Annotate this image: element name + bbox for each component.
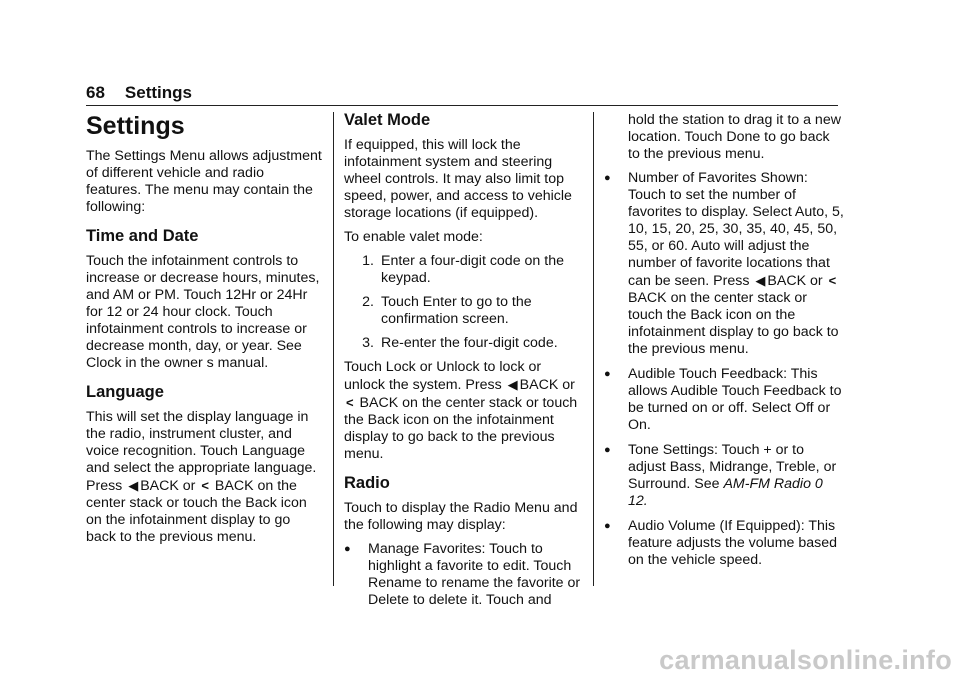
cross-reference-link[interactable]: AM-FM Radio [723,476,811,492]
back-chevron-icon: < [828,273,837,288]
radio-intro: Touch to display the Radio Menu and the following may display: [344,500,578,533]
bullet-icon: ● [604,368,611,380]
back-triangle-icon: ◀ [128,478,139,493]
bullet-icon: ● [344,543,351,555]
section-title: Settings [124,83,192,102]
valet-heading: Valet Mode [344,111,431,129]
watermark: carmanualsonline.info [659,645,952,675]
bullet-icon: ● [604,172,611,184]
column-divider [333,112,334,586]
language-heading: Language [86,383,164,401]
page-reference: 0 12. [628,476,823,509]
list-item: ● Manage Favorites: Touch to highlight a favorite to edit. Touch Rename to rename the favorite or Delete to delete it. Touch and [344,541,581,608]
intro-paragraph: The Settings Menu allows adjustment of different vehicle and radio features. The menu may contain the following: [86,148,322,215]
column-3 [604,112,844,577]
time-date-body: Touch the infotainment controls to increase or decrease hours, minutes, and AM or PM. Touch 12Hr or 24Hr for 12 or 24 hour clock. Touch infotainment controls to increase or decrease month, day, or year. See Clock in the owner s manual. [86,253,320,371]
bullet-icon: ● [604,444,611,456]
list-item: 1. Enter a four-digit code on the keypad. [362,253,564,286]
column-1 [86,112,322,553]
back-triangle-icon: ◀ [755,273,766,288]
valet-lock-body: Touch Lock or Unlock to lock or unlock the system. Press ◀ BACK or < BACK on the center stack or touch the Back icon on the infotainment display to go back to the previous menu. [344,359,578,462]
valet-body: If equipped, this will lock the infotainment system and steering wheel controls. It may also limit top speed, power, and access to vehicle storage locations (if equipped). [344,137,572,221]
back-chevron-icon: < [346,395,354,410]
list-item: ● Number of Favorites Shown: Touch to set the number of favorites to display. Select Auto, 5, 10, 15, 20, 25, 30, 35, 40, 45, 50, 55, or 60. Auto will adjust the number of favorite locations that can be seen. Press ◀ BACK or < BACK on the center stack or touch the Back icon on the infotainment display to go back to the previous menu. [604,170,844,357]
list-item: ● Audio Volume (If Equipped): This feature adjusts the volume based on the vehicle speed. [604,518,838,568]
radio-heading: Radio [344,474,390,492]
radio-list [344,541,582,609]
list-item: ● Audible Touch Feedback: This allows Audible Touch Feedback to be turned on or off. Select Off or On. [604,366,842,433]
time-date-heading: Time and Date [86,227,199,245]
radio-list-continued [604,170,844,569]
column-2 [344,110,582,617]
back-chevron-icon: < [201,478,209,493]
list-item: 3. Re-enter the four-digit code. [362,335,558,351]
list-item: 2. Touch Enter to go to the confirmation screen. [362,294,532,327]
back-triangle-icon: ◀ [507,377,518,392]
language-body: This will set the display language in the radio, instrument cluster, and voice recognition. Touch Language and select the appropriate language. Press ◀ BACK or < BACK on the center stack or touch the Back icon on the infotainment display to go back to the previous menu. [86,409,317,545]
page-number: 68 [86,83,105,102]
continued-text: hold the station to drag it to a new location. Touch Done to go back to the previous menu. [628,112,841,162]
valet-steps [344,253,582,352]
page-header [86,82,838,106]
column-divider [593,112,594,586]
bullet-icon: ● [604,520,611,532]
valet-enable: To enable valet mode: [344,229,483,245]
list-item: ● Tone Settings: Touch + or to adjust Bass, Midrange, Treble, or Surround. See AM-FM Radio 0 12. [604,442,837,509]
page-title: Settings [86,112,185,140]
